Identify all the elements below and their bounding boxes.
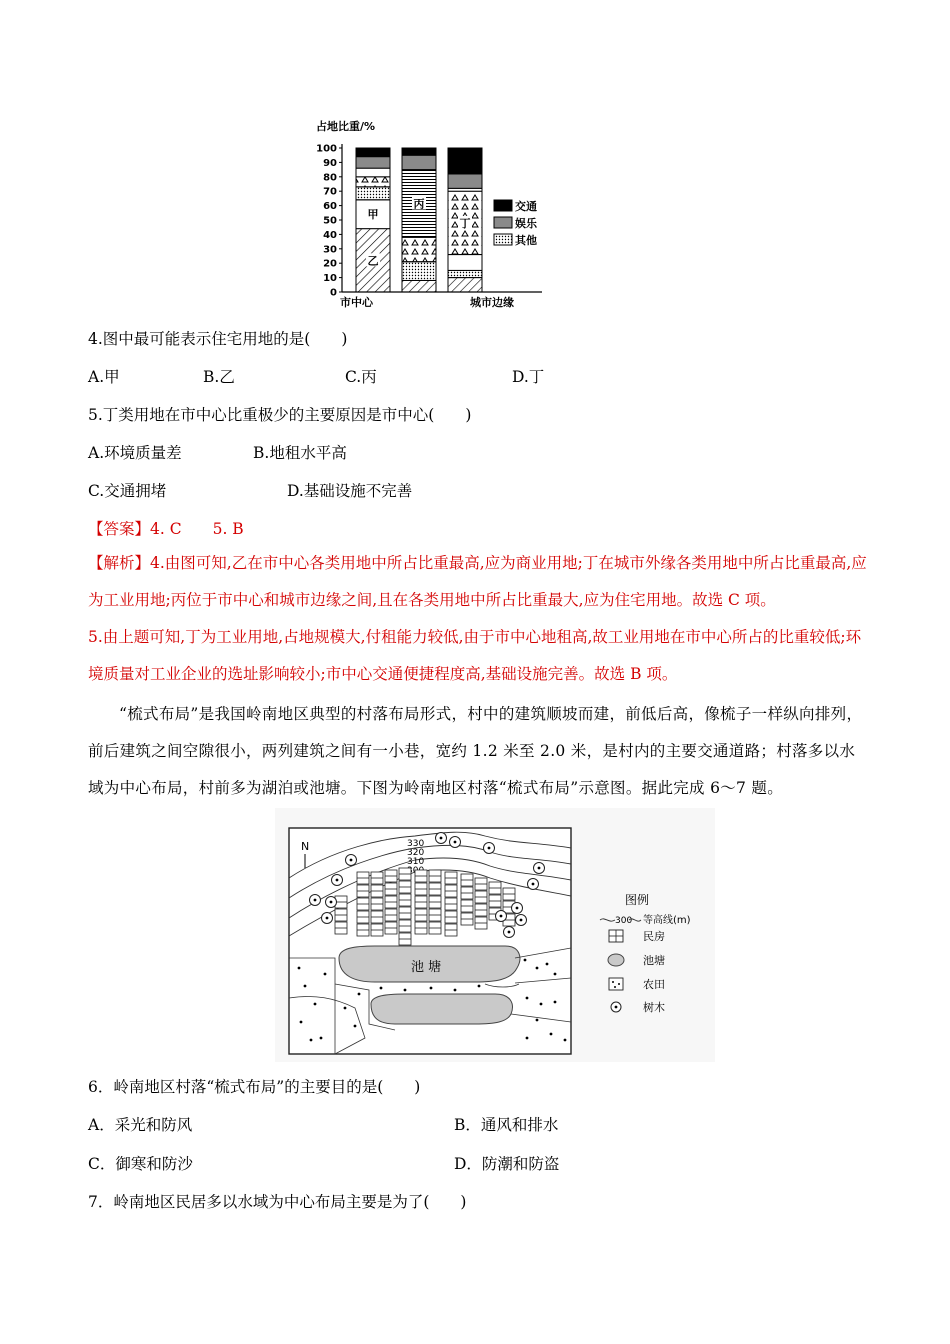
bar-segment bbox=[356, 177, 390, 187]
y-tick-label: 60 bbox=[323, 201, 337, 213]
farm-dot bbox=[554, 1001, 557, 1004]
bar-segment bbox=[356, 148, 390, 157]
land-use-chart bbox=[300, 112, 560, 316]
analysis-4-text: 4.由图可知,乙在市中心各类用地中所占比重最高,应为商业用地;丁在城市外缘各类用地中所占比重最高,应为工业用地;丙位于市中心和城市边缘之间,且在各类用地中所占比重最大,应为住宅用地。故选 C 项。 bbox=[88, 554, 867, 609]
pond-lower bbox=[371, 994, 512, 1024]
analysis-tag: 【解析】 bbox=[88, 554, 151, 572]
question-4: 4.图中最可能表示住宅用地的是( ) bbox=[88, 330, 348, 348]
farm-dot bbox=[536, 1019, 539, 1022]
village-map bbox=[275, 808, 715, 1062]
q4-option-c: C.丙 bbox=[345, 368, 377, 386]
bar-segment bbox=[448, 174, 482, 188]
stacked-bar-chart bbox=[300, 112, 560, 312]
y-tick-label: 50 bbox=[323, 215, 337, 227]
legend-farmland-label: 农田 bbox=[643, 978, 665, 991]
farm-dot bbox=[526, 997, 529, 1000]
legend-contour-label: 等高线(m) bbox=[643, 915, 691, 926]
q6-option-a: A．采光和防风 bbox=[88, 1116, 193, 1134]
farm-dot bbox=[526, 1037, 529, 1040]
q5-option-a: A.环境质量差 bbox=[88, 444, 182, 462]
q5-option-b: B.地租水平高 bbox=[253, 444, 347, 462]
q6-option-c: C．御寒和防沙 bbox=[88, 1155, 193, 1173]
farm-dot bbox=[358, 993, 361, 996]
bar-segment bbox=[402, 237, 436, 261]
q6-option-d: D．防潮和防盗 bbox=[454, 1155, 560, 1173]
y-tick-label: 80 bbox=[323, 172, 337, 184]
bar-segment bbox=[402, 148, 436, 155]
legend-label: 其他 bbox=[515, 234, 537, 247]
legend-contour-value: 300 bbox=[615, 916, 633, 926]
contour-label-320: 320 bbox=[407, 848, 425, 858]
bar-segment bbox=[402, 262, 436, 281]
farm-dot bbox=[380, 987, 383, 990]
bar-segment bbox=[448, 278, 482, 292]
bar-segment bbox=[356, 187, 390, 200]
legend-label: 交通 bbox=[515, 200, 537, 213]
farm-dot bbox=[536, 967, 539, 970]
legend-tree-icon bbox=[611, 1002, 621, 1012]
farm-dot bbox=[298, 967, 301, 970]
farm-dot bbox=[524, 959, 527, 962]
answer-text: 4. C 5. B bbox=[150, 520, 244, 538]
y-tick-label: 10 bbox=[323, 273, 337, 285]
farm-dot bbox=[354, 1025, 357, 1028]
bar-segment bbox=[448, 148, 482, 174]
farm-dot bbox=[564, 1039, 567, 1042]
bar-segment bbox=[402, 280, 436, 292]
legend-farmland-icon bbox=[609, 978, 623, 990]
y-tick-label: 40 bbox=[323, 229, 337, 241]
q5-option-d: D.基础设施不完善 bbox=[287, 482, 413, 500]
question-6: 6．岭南地区村落“梳式布局”的主要目的是( ) bbox=[88, 1078, 421, 1096]
farm-dot bbox=[540, 1003, 543, 1006]
legend-house-icon bbox=[609, 930, 623, 942]
farm-dot bbox=[300, 1021, 303, 1024]
north-label: N bbox=[301, 840, 310, 853]
q4-option-a: A.甲 bbox=[88, 368, 120, 386]
q5-option-c: C.交通拥堵 bbox=[88, 482, 167, 500]
y-axis-label: 占地比重/% bbox=[316, 120, 376, 133]
bar-segment bbox=[448, 255, 482, 271]
farm-dot bbox=[320, 1037, 323, 1040]
y-tick-label: 70 bbox=[323, 186, 337, 198]
farm-dot bbox=[404, 989, 407, 992]
legend-label: 娱乐 bbox=[515, 217, 537, 230]
legend-house-label: 民房 bbox=[643, 930, 665, 943]
legend-pond-icon bbox=[608, 954, 624, 966]
y-tick-label: 30 bbox=[323, 244, 337, 256]
x-label-right: 城市边缘 bbox=[470, 296, 514, 309]
analysis-5: 5.由上题可知,丁为工业用地,占地规模大,付租能力较低,由于市中心地租高,故工业用地在市中心所占的比重较低;环境质量对工业企业的选址影响较小;市中心交通便捷程度高,基础设施完善。故选 B 项。 bbox=[88, 628, 862, 683]
y-tick-label: 0 bbox=[330, 287, 337, 299]
segment-label: 甲 bbox=[367, 208, 379, 222]
contour-label-310: 310 bbox=[407, 857, 425, 867]
farm-dot bbox=[310, 1039, 313, 1042]
bar-segment bbox=[356, 157, 390, 169]
legend-tree-label: 树木 bbox=[643, 1001, 665, 1014]
answer-tag: 【答案】 bbox=[88, 520, 151, 538]
farm-dot bbox=[554, 973, 557, 976]
passage: “梳式布局”是我国岭南地区典型的村落布局形式，村中的建筑顺坡而建，前低后高，像梳子一样纵向排列，前后建筑之间空隙很小，两列建筑之间有一小巷，宽约 1.2 米至 2.0 米，是村内的主要交通道路；村落多以水域为中心布局，村前多为湖泊或池塘。下图为岭南地区村落“梳式布局”示意图。据此完成 6～7 题。 bbox=[88, 705, 863, 797]
legend-pond-label: 池塘 bbox=[643, 954, 665, 967]
legend-title: 图例 bbox=[625, 893, 650, 907]
farm-dot bbox=[478, 985, 481, 988]
farm-dot bbox=[324, 973, 327, 976]
x-label-left: 市中心 bbox=[340, 296, 373, 309]
legend-swatch bbox=[494, 200, 512, 211]
farm-dot bbox=[430, 987, 433, 990]
answer-line bbox=[88, 517, 244, 539]
contour-label-330: 330 bbox=[407, 839, 425, 849]
y-tick-label: 90 bbox=[323, 157, 337, 169]
farm-dot bbox=[546, 963, 549, 966]
farm-dot bbox=[304, 985, 307, 988]
farm-dot bbox=[454, 989, 457, 992]
q4-option-d: D.丁 bbox=[512, 368, 545, 386]
segment-label: 乙 bbox=[367, 254, 379, 268]
question-7: 7．岭南地区民居多以水域为中心布局主要是为了( ) bbox=[88, 1193, 467, 1211]
pond-label: 池 塘 bbox=[411, 960, 442, 975]
legend-swatch bbox=[494, 234, 512, 245]
y-tick-label: 100 bbox=[316, 143, 337, 155]
bar-segment bbox=[402, 155, 436, 169]
farm-dot bbox=[550, 1033, 553, 1036]
segment-label: 丁 bbox=[459, 216, 471, 230]
bar-segment bbox=[448, 270, 482, 277]
analysis-4 bbox=[88, 545, 868, 619]
q6-option-b: B．通风和排水 bbox=[454, 1116, 559, 1134]
farm-dot bbox=[344, 1007, 347, 1010]
segment-label: 丙 bbox=[413, 197, 425, 211]
comb-layout-map bbox=[275, 808, 715, 1066]
legend-swatch bbox=[494, 217, 512, 228]
y-tick-label: 20 bbox=[323, 258, 337, 270]
bar-segment bbox=[356, 168, 390, 177]
q4-option-b: B.乙 bbox=[203, 368, 235, 386]
farm-dot bbox=[314, 1003, 317, 1006]
question-5: 5.丁类用地在市中心比重极少的主要原因是市中心( ) bbox=[88, 406, 472, 424]
